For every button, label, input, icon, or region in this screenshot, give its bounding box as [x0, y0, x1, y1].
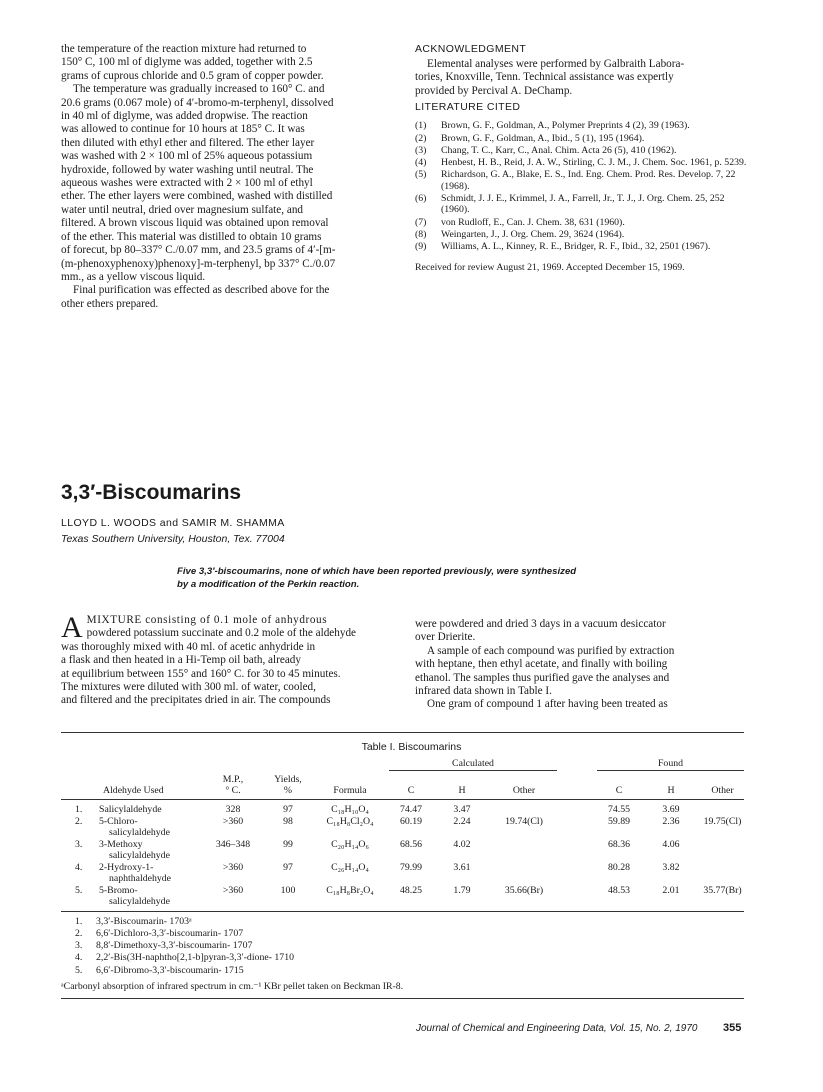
- text-line: Final purification was effected as described above for the: [73, 284, 330, 297]
- found-other-cell: 19.75(Cl): [703, 815, 742, 827]
- header-calculated: Calculated: [389, 758, 557, 771]
- formula-cell: C₁₈H₈Cl₂O₄: [326, 815, 374, 827]
- drop-cap: A: [61, 611, 83, 644]
- text-line: was washed with 2 × 100 ml of 25% aqueous potassium: [61, 150, 313, 163]
- text-line: and filtered and the precipitates dried in air. The compounds: [61, 694, 331, 707]
- compound-name-item: [61, 928, 744, 939]
- text-line: aqueous washes were extracted with 2 × 100 ml of ethyl: [61, 177, 313, 190]
- literature-heading: LITERATURE CITED: [415, 101, 521, 114]
- found-h-cell: 2.01: [662, 884, 680, 896]
- calc-h-cell: 3.61: [453, 861, 471, 873]
- aldehyde-name: Salicylaldehyde: [99, 803, 162, 815]
- text-line: grams of cuprous chloride and 0.5 gram of copper powder.: [61, 69, 324, 82]
- reference-number: (6): [415, 193, 427, 204]
- row-number: 1.: [75, 803, 83, 815]
- acknowledgment-heading: ACKNOWLEDGMENT: [415, 43, 527, 55]
- reference-number: (8): [415, 228, 427, 240]
- text-line: tories, Knoxville, Tenn. Technical assistance was expertly: [415, 71, 674, 84]
- article-authors: LLOYD L. WOODS and SAMIR M. SHAMMA: [61, 517, 285, 529]
- text-line: were powdered and dried 3 days in a vacuum desiccator: [415, 618, 666, 630]
- mp-cell: 346–348: [215, 838, 251, 850]
- aldehyde-cell: [91, 815, 201, 838]
- header-found-other: Other: [711, 784, 734, 796]
- text-line: in 40 ml of diglyme, was added dropwise. The reaction: [61, 110, 308, 123]
- text-line: infrared data shown in Table I.: [415, 685, 552, 698]
- mp-cell: >360: [222, 884, 244, 896]
- aldehyde-name: 3-Methoxy: [99, 838, 143, 850]
- reference-number: (9): [415, 241, 427, 253]
- found-c-cell: 59.89: [607, 815, 631, 827]
- compound-name: 6,6′-Dibromo-3,3′-biscoumarin- 1715: [96, 964, 244, 976]
- header-mp-2: ° C.: [225, 784, 241, 796]
- found-h-cell: 3.82: [662, 861, 680, 873]
- journal-footer: Journal of Chemical and Engineering Data, Vol. 15, No. 2, 1970: [416, 1023, 698, 1034]
- text-line: mm., as a yellow viscous liquid.: [61, 270, 206, 283]
- text-line: provided by Percival A. DeChamp.: [415, 84, 573, 97]
- calc-c-cell: 79.99: [399, 861, 423, 873]
- reference-text: Brown, G. F., Goldman, A., Polymer Preprints 4 (2), 39 (1963).: [441, 120, 690, 132]
- reference-text: Weingarten, J., J. Org. Chem. 29, 3624 (1964).: [441, 228, 625, 240]
- row-number: 3.: [75, 838, 83, 850]
- reference-number: (4): [415, 157, 427, 169]
- compound-number: 4.: [75, 952, 83, 964]
- compound-name-item: [61, 916, 744, 927]
- aldehyde-cell: [91, 838, 201, 861]
- text-line: The mixtures were diluted with 300 ml. of water, cooled,: [61, 681, 316, 694]
- reference-item: [415, 157, 750, 168]
- header-calc-h: H: [458, 784, 466, 796]
- text-line: with heptane, then ethyl acetate, and finally with boiling: [415, 658, 668, 671]
- mp-cell: >360: [222, 861, 244, 873]
- yield-cell: 99: [283, 838, 293, 850]
- table-top-rule: [61, 732, 744, 733]
- found-h-cell: 3.69: [662, 803, 680, 815]
- text-line: water until neutral, dried over magnesium sulfate, and: [61, 203, 304, 216]
- calc-h-cell: 3.47: [453, 803, 471, 815]
- compound-name: 6,6′-Dichloro-3,3′-biscoumarin- 1707: [96, 927, 244, 939]
- top-right-column: [415, 43, 750, 274]
- found-c-cell: 48.53: [607, 884, 631, 896]
- reference-item: [415, 120, 750, 131]
- calc-h-cell: 1.79: [453, 884, 471, 896]
- table-row: [61, 838, 744, 861]
- compound-number: 2.: [75, 927, 83, 939]
- table-caption: Table I. Biscoumarins: [361, 741, 462, 753]
- text-line: Elemental analyses were performed by Galbraith Labora-: [427, 58, 685, 70]
- aldehyde-cell: [91, 799, 201, 815]
- compound-name-item: [61, 965, 744, 976]
- reference-item: [415, 193, 750, 216]
- received-note: Received for review August 21, 1969. Accepted December 15, 1969.: [415, 262, 685, 274]
- aldehyde-name: 2-Hydroxy-1-: [99, 861, 154, 873]
- abstract-line: Five 3,3′-biscoumarins, none of which have been reported previously, were synthesized: [177, 566, 577, 577]
- found-other-cell: [701, 838, 744, 861]
- text-line: A sample of each compound was purified by extraction: [427, 644, 675, 657]
- text-line: at equilibrium between 155° and 160° C. for 30 to 45 minutes.: [61, 667, 341, 680]
- yield-cell: 100: [280, 884, 296, 896]
- header-found-c: C: [615, 784, 623, 796]
- mp-cell: 328: [225, 803, 241, 815]
- reference-text: Brown, G. F., Goldman, A., Ibid., 5 (1), 195 (1964).: [441, 132, 645, 144]
- reference-item: [415, 241, 750, 252]
- spacer: [557, 799, 597, 815]
- mp-cell: >360: [222, 815, 244, 827]
- table-footnote: ᵃCarbonyl absorption of infrared spectrum in cm.⁻¹ KBr pellet taken on Beckman IR-8.: [61, 980, 404, 992]
- text-line: of the ether. This material was distilled to obtain 10 grams: [61, 230, 322, 243]
- compound-number: 1.: [75, 915, 83, 927]
- calc-other-cell: [491, 861, 557, 884]
- found-h-cell: 4.06: [662, 838, 680, 850]
- aldehyde-cell: [91, 861, 201, 884]
- table-row: [61, 861, 744, 884]
- reference-text: Chang, T. C., Karr, C., Anal. Chim. Acta 26 (5), 410 (1962).: [441, 144, 677, 156]
- text-line: was allowed to continue for 10 hours at 185° C. It was: [61, 123, 305, 136]
- table-row: [61, 884, 744, 907]
- formula-cell: C₁₈H₁₀O₄: [331, 803, 369, 815]
- formula-cell: C₂₆H₁₄O₄: [331, 861, 369, 873]
- aldehyde-name: salicylaldehyde: [109, 849, 170, 861]
- row-number: 2.: [75, 815, 83, 827]
- text-line: 20.6 grams (0.067 mole) of 4′-bromo-m-terphenyl, dissolved: [61, 96, 334, 109]
- text-line: hydroxide, followed by water washing until neutral. The: [61, 163, 314, 176]
- article-title: 3,3′-Biscoumarins: [61, 481, 242, 504]
- header-formula: Formula: [333, 784, 367, 796]
- abstract-line: by a modification of the Perkin reaction.: [177, 578, 360, 590]
- spacer: [557, 815, 597, 838]
- text-line: ether. The ether layers were combined, washed with distilled: [61, 190, 333, 203]
- header-calc-c: C: [407, 784, 415, 796]
- calc-c-cell: 74.47: [399, 803, 423, 815]
- calc-c-cell: 60.19: [399, 815, 423, 827]
- reference-number: (5): [415, 169, 427, 181]
- compound-names: [61, 916, 744, 976]
- header-yield-2: %: [283, 784, 293, 796]
- calc-other-cell: [491, 799, 557, 815]
- reference-number: (7): [415, 216, 427, 228]
- reference-text: Schmidt, J. J. E., Krimmel, J. A., Farrell, Jr., T. J., J. Org. Chem. 25, 252 (1960).: [441, 193, 725, 216]
- aldehyde-name: salicylaldehyde: [109, 826, 170, 838]
- header-mp-1: M.P.,: [222, 773, 244, 785]
- yield-cell: 98: [283, 815, 293, 827]
- aldehyde-name: 5-Chloro-: [99, 815, 138, 827]
- reference-text: Richardson, G. A., Blake, E. S., Ind. Eng. Chem. Prod. Res. Develop. 7, 22 (1968).: [441, 169, 736, 192]
- reference-item: [415, 169, 750, 192]
- calc-other-cell: 19.74(Cl): [505, 815, 543, 827]
- compound-name-item: [61, 940, 744, 951]
- text-line: was thoroughly mixed with 40 ml. of acetic anhydride in: [61, 640, 316, 653]
- spacer: [557, 861, 597, 884]
- reference-item: [415, 217, 750, 228]
- text-line: (m-phenoxyphenoxy)phenoxy]-m-terphenyl, bp 337° C./0.07: [61, 257, 336, 270]
- text-line: 150° C, 100 ml of diglyme was added, together with 2.5: [61, 56, 313, 69]
- calc-c-cell: 48.25: [399, 884, 423, 896]
- found-c-cell: 80.28: [607, 861, 631, 873]
- reference-item: [415, 145, 750, 156]
- calc-other-cell: [491, 838, 557, 861]
- compound-number: 3.: [75, 940, 83, 952]
- reference-item: [415, 229, 750, 240]
- acknowledgment-text: [415, 58, 750, 98]
- text-line: the temperature of the reaction mixture had returned to: [61, 43, 307, 55]
- reference-text: Williams, A. L., Kinney, R. E., Bridger, R. F., Ibid., 32, 2501 (1967).: [441, 241, 711, 253]
- table-1: [61, 758, 744, 992]
- calc-h-cell: 4.02: [453, 838, 471, 850]
- table-bottom-rule: [61, 998, 744, 999]
- text-line: over Drierite.: [415, 631, 476, 644]
- header-found-h: H: [667, 784, 675, 796]
- spacer: [557, 884, 597, 907]
- spacer: [557, 838, 597, 861]
- compound-name: 8,8′-Dimethoxy-3,3′-biscoumarin- 1707: [96, 940, 253, 952]
- table-row: [61, 815, 744, 838]
- reference-text: von Rudloff, E., Can. J. Chem. 38, 631 (1960).: [441, 216, 625, 228]
- found-other-cell: [701, 861, 744, 884]
- calc-other-cell: 35.66(Br): [504, 884, 544, 896]
- compound-name-item: [61, 952, 744, 963]
- reference-number: (2): [415, 132, 427, 144]
- compound-number: 5.: [75, 964, 83, 976]
- reference-number: (3): [415, 144, 427, 156]
- reference-item: [415, 133, 750, 144]
- text-line: MIXTURE consisting of 0.1 mole of anhydrous: [86, 614, 328, 626]
- text-line: other ethers prepared.: [61, 297, 159, 310]
- text-line: then diluted with ethyl ether and filtered. The ether layer: [61, 136, 315, 149]
- text-line: filtered. A brown viscous liquid was obtained upon removal: [61, 217, 329, 230]
- found-c-cell: 74.55: [607, 803, 631, 815]
- text-line: a flask and then heated in a Hi-Temp oil bath, already: [61, 654, 301, 667]
- aldehyde-name: naphthaldehyde: [109, 872, 172, 884]
- aldehyde-name: salicylaldehyde: [109, 895, 170, 907]
- aldehyde-name: 5-Bromo-: [99, 884, 138, 896]
- body-left-column: [61, 611, 391, 708]
- header-aldehyde: Aldehyde Used: [103, 784, 164, 796]
- text-line: powdered potassium succinate and 0.2 mole of the aldehyde: [86, 627, 357, 640]
- page-number: 355: [723, 1022, 742, 1034]
- reference-list: [415, 120, 750, 252]
- text-line: ethanol. The samples thus purified gave the analyses and: [415, 671, 670, 684]
- calc-c-cell: 68.56: [399, 838, 423, 850]
- header-calc-other: Other: [512, 784, 536, 796]
- yield-cell: 97: [283, 861, 293, 873]
- reference-number: (1): [415, 120, 427, 132]
- found-h-cell: 2.36: [662, 815, 680, 827]
- row-number: 4.: [75, 861, 83, 873]
- aldehyde-cell: [91, 884, 201, 907]
- row-number: 5.: [75, 884, 83, 896]
- text-line: The temperature was gradually increased to 160° C. and: [73, 83, 325, 96]
- body-right-column: [415, 618, 750, 712]
- calc-h-cell: 2.24: [453, 815, 471, 827]
- header-found: Found: [597, 758, 744, 771]
- found-other-cell: [701, 799, 744, 815]
- compound-name: 3,3′-Biscoumarin- 1703ᵃ: [96, 915, 192, 927]
- text-line: One gram of compound 1 after having been treated as: [427, 698, 668, 711]
- formula-cell: C₂₀H₁₄O₆: [331, 838, 369, 850]
- article-affiliation: Texas Southern University, Houston, Tex. 77004: [61, 533, 285, 545]
- found-other-cell: 35.77(Br): [703, 884, 742, 896]
- top-left-column: [61, 43, 391, 311]
- reference-text: Henbest, H. B., Reid, J. A. W., Stirling, C. J. M., J. Chem. Soc. 1961, p. 5239.: [441, 157, 747, 169]
- found-c-cell: 68.36: [607, 838, 631, 850]
- yield-cell: 97: [283, 803, 293, 815]
- abstract: [177, 566, 647, 591]
- formula-cell: C₁₈H₈Br₂O₄: [326, 884, 374, 896]
- text-line: of forecut, bp 80–337° C./0.07 mm, and 23.5 grams of 4′-[m-: [61, 244, 336, 257]
- table-row: [61, 799, 744, 815]
- header-yield-1: Yields,: [274, 773, 302, 785]
- compound-name: 2,2′-Bis(3H-naphtho[2,1-b]pyran-3,3′-dione- 1710: [96, 952, 295, 964]
